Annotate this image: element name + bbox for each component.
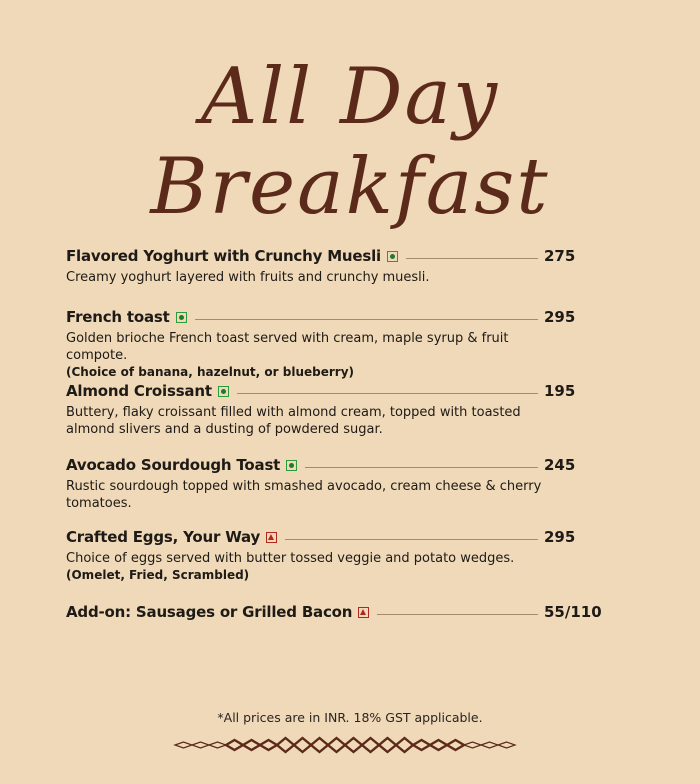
menu-item-description — [66, 330, 556, 380]
ornament-diamond — [345, 738, 362, 752]
description-text: Rustic sourdough topped with smashed avocado, cream cheese & cherry tomatoes. — [66, 479, 542, 511]
menu-item-price: 245 — [544, 456, 576, 474]
ornament-diamond — [481, 742, 498, 748]
veg-icon — [387, 251, 398, 262]
menu-item — [66, 380, 606, 438]
menu-item-header — [66, 380, 606, 402]
menu-item-note: (Choice of banana, hazelnut, or blueberry) — [66, 365, 354, 379]
menu-item-description — [66, 269, 556, 286]
description-text: Golden brioche French toast served with cream, maple syrup & fruit compote. — [66, 331, 509, 363]
menu-item — [66, 601, 606, 623]
menu-item-description — [66, 550, 556, 583]
menu-item — [66, 454, 606, 512]
menu-item-header — [66, 245, 606, 267]
decorative-ornament-border — [172, 736, 518, 754]
menu-item-price: 195 — [544, 382, 576, 400]
menu-item-name: Avocado Sourdough Toast — [66, 456, 281, 474]
menu-item — [66, 306, 606, 380]
menu-item-header — [66, 526, 606, 548]
menu-item-name: Flavored Yoghurt with Crunchy Muesli — [66, 247, 381, 265]
ornament-diamond — [294, 738, 311, 752]
ornament-diamond — [413, 740, 430, 750]
price-footnote: *All prices are in INR. 18% GST applicable. — [217, 710, 483, 725]
menu-item-name: Add-on: Sausages or Grilled Bacon — [66, 603, 353, 621]
description-text: Choice of eggs served with butter tossed veggie and potato wedges. — [66, 551, 515, 566]
veg-icon — [176, 312, 187, 323]
menu-item-name: Crafted Eggs, Your Way — [66, 528, 261, 546]
menu-item-price: 295 — [544, 528, 576, 546]
dotted-leader-line — [195, 319, 538, 320]
ornament-diamond — [328, 738, 345, 752]
dotted-leader-line — [305, 467, 538, 468]
menu-item — [66, 526, 606, 583]
ornament-diamond — [175, 742, 192, 748]
dotted-leader-line — [237, 393, 538, 394]
description-text: Creamy yoghurt layered with fruits and crunchy muesli. — [66, 270, 430, 285]
ornament-diamond — [277, 738, 294, 752]
menu-item-price: 295 — [544, 308, 576, 326]
menu-item-description — [66, 478, 556, 512]
ornament-diamond — [396, 738, 413, 752]
dotted-leader-line — [406, 258, 538, 259]
menu-title: All Day Breakfast — [150, 52, 550, 232]
dotted-leader-line — [285, 539, 538, 540]
ornament-diamond — [430, 740, 447, 750]
menu-item-header — [66, 306, 606, 328]
ornament-diamond — [243, 740, 260, 750]
menu-item-name: Almond Croissant — [66, 382, 212, 400]
ornament-diamond — [311, 738, 328, 752]
menu-item-note: (Omelet, Fried, Scrambled) — [66, 568, 250, 582]
ornament-diamond — [447, 740, 464, 750]
ornament-diamond — [192, 742, 209, 748]
menu-item-header — [66, 454, 606, 476]
menu-item-price: 55/110 — [544, 603, 602, 621]
ornament-diamond — [226, 740, 243, 750]
menu-item-header — [66, 601, 606, 623]
ornament-diamond — [379, 738, 396, 752]
ornament-diamond — [362, 738, 379, 752]
veg-icon — [286, 460, 297, 471]
ornament-diamond — [464, 742, 481, 748]
description-text: Buttery, flaky croissant filled with almond cream, topped with toasted almond slivers and a dusting of powdered sugar. — [66, 405, 521, 437]
menu-item-name: French toast — [66, 308, 170, 326]
veg-icon — [218, 386, 229, 397]
non-veg-icon — [358, 607, 369, 618]
ornament-diamond — [498, 742, 515, 748]
ornament-diamond — [260, 740, 277, 750]
menu-item-description — [66, 404, 556, 438]
dotted-leader-line — [377, 614, 538, 615]
menu-item-price: 275 — [544, 247, 576, 265]
ornament-diamond — [209, 742, 226, 748]
menu-item — [66, 245, 606, 286]
non-veg-icon — [266, 532, 277, 543]
